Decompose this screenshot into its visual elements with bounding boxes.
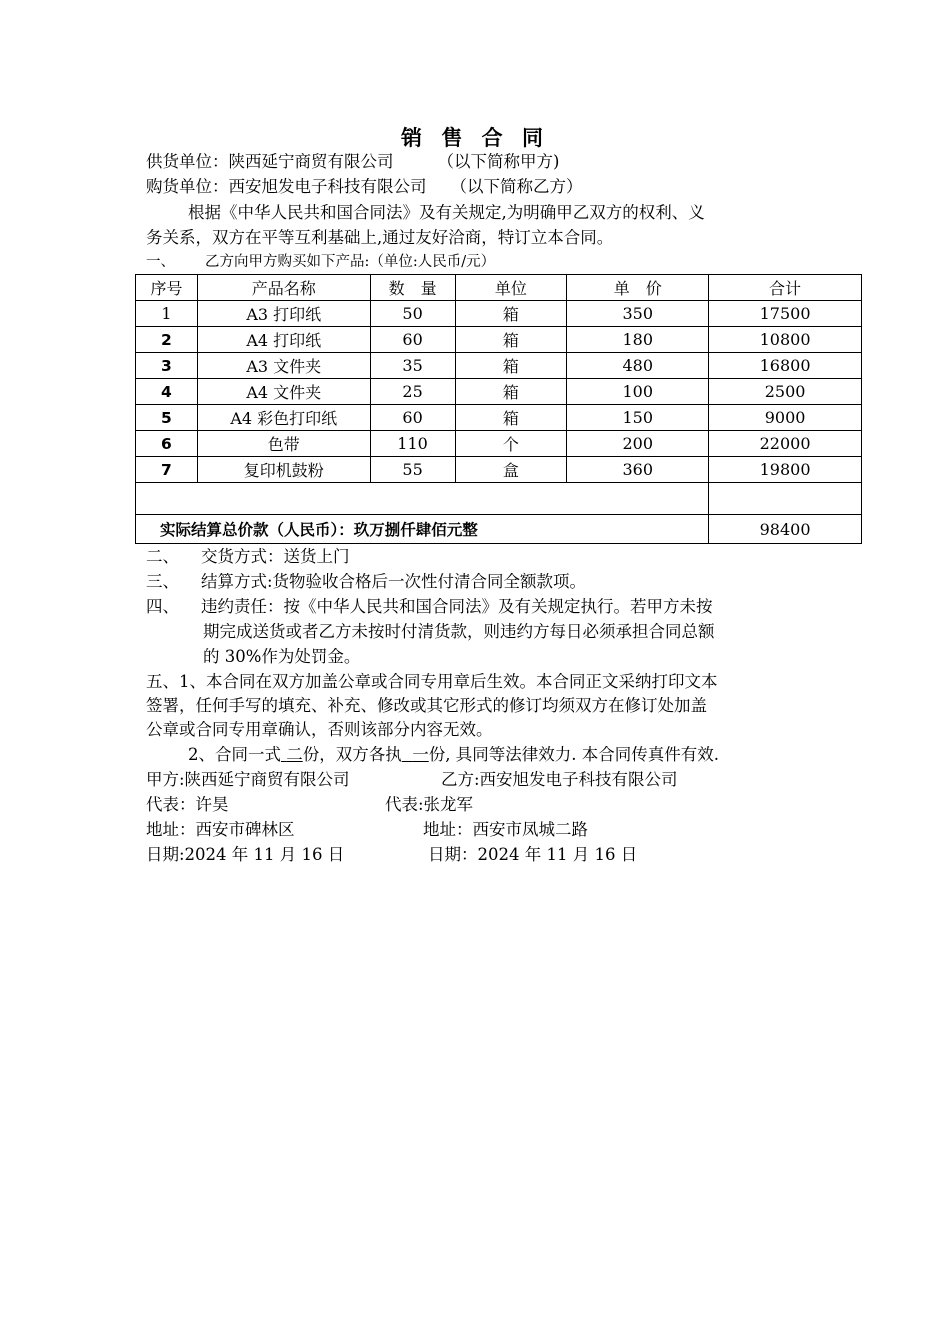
line-total: 10800 <box>709 327 862 353</box>
section-4 <box>146 595 713 619</box>
section-1-text: 乙方向甲方购买如下产品:（单位:人民币/元） <box>205 254 496 270</box>
header-cell: 合计 <box>709 275 862 301</box>
quantity: 110 <box>370 431 455 457</box>
supplier-line <box>146 150 559 174</box>
header-cell: 序号 <box>136 275 198 301</box>
row-index: 4 <box>136 379 198 405</box>
unit-price: 150 <box>567 405 709 431</box>
table-row <box>136 379 862 405</box>
section-5-line-3: 公章或合同专用章确认，否则该部分内容无效。 <box>146 720 493 739</box>
table-row <box>136 457 862 483</box>
table-empty-row <box>136 483 862 515</box>
product-table <box>135 274 862 544</box>
line-total: 22000 <box>709 431 862 457</box>
section-5-line-4 <box>188 743 719 767</box>
line-total: 2500 <box>709 379 862 405</box>
quantity: 35 <box>370 353 455 379</box>
product-name: A4 文件夹 <box>197 379 370 405</box>
header-cell: 单位 <box>455 275 567 301</box>
row-index: 7 <box>136 457 198 483</box>
document-title: 销 售 合 同 <box>401 126 549 150</box>
line-total: 19800 <box>709 457 862 483</box>
quantity: 55 <box>370 457 455 483</box>
copies-each: 一 <box>412 745 429 764</box>
header-cell: 单 价 <box>567 275 709 301</box>
section-4-line-1: 违约责任：按《中华人民共和国合同法》及有关规定执行。若甲方未按 <box>201 597 713 616</box>
party-a-name: 甲方:陕西延宁商贸有限公司 <box>146 770 350 789</box>
product-name: 色带 <box>197 431 370 457</box>
party-b-rep: 代表:张龙军 <box>385 795 474 814</box>
copies-text-a: 2、合同一式 <box>188 745 281 764</box>
unit: 箱 <box>455 405 567 431</box>
table-row <box>136 301 862 327</box>
supplier-label: 供货单位：陕西延宁商贸有限公司 <box>146 152 394 171</box>
quantity: 60 <box>370 405 455 431</box>
party-a-address: 地址：西安市碑林区 <box>146 820 295 839</box>
unit: 箱 <box>455 379 567 405</box>
section-1 <box>146 250 495 274</box>
party-b-address: 地址：西安市凤城二路 <box>423 820 588 839</box>
table-row <box>136 327 862 353</box>
table-row <box>136 405 862 431</box>
supplier-note: （以下简称甲方) <box>437 152 560 171</box>
table-row <box>136 431 862 457</box>
unit-price: 350 <box>567 301 709 327</box>
buyer-note: （以下简称乙方） <box>450 177 583 196</box>
quantity: 50 <box>370 301 455 327</box>
product-name: A3 文件夹 <box>197 353 370 379</box>
line-total: 16800 <box>709 353 862 379</box>
unit: 盒 <box>455 457 567 483</box>
table-total-row <box>136 515 862 544</box>
product-name: A3 打印纸 <box>197 301 370 327</box>
intro-line-2: 务关系，双方在平等互利基础上,通过友好洽商，特订立本合同。 <box>146 228 614 247</box>
row-index: 5 <box>136 405 198 431</box>
party-a-rep: 代表：许昊 <box>146 795 229 814</box>
section-5-line-2: 签署，任何手写的填充、补充、修改或其它形式的修订均须双方在修订处加盖 <box>146 696 707 715</box>
section-3-num: 三、 <box>146 572 179 591</box>
section-1-num: 一、 <box>146 254 175 270</box>
total-value: 98400 <box>709 515 862 544</box>
copies-text-b: 份，双方各执 <box>302 745 402 764</box>
unit-price: 480 <box>567 353 709 379</box>
quantity: 25 <box>370 379 455 405</box>
copies-total: 二 <box>286 745 303 764</box>
section-3 <box>146 570 586 594</box>
unit: 箱 <box>455 353 567 379</box>
section-4-line-3: 的 30%作为处罚金。 <box>203 647 361 666</box>
unit-price: 360 <box>567 457 709 483</box>
section-4-line-2: 期完成送货或者乙方未按时付清货款，则违约方每日必须承担合同总额 <box>203 622 715 641</box>
product-name: 复印机鼓粉 <box>197 457 370 483</box>
section-2-num: 二、 <box>146 547 179 566</box>
section-4-num: 四、 <box>146 597 179 616</box>
unit: 箱 <box>455 301 567 327</box>
unit: 个 <box>455 431 567 457</box>
section-2 <box>146 545 350 569</box>
empty-cell <box>136 483 709 515</box>
line-total: 17500 <box>709 301 862 327</box>
table-row <box>136 353 862 379</box>
header-cell: 产品名称 <box>197 275 370 301</box>
row-index: 1 <box>136 301 198 327</box>
party-b-name: 乙方:西安旭发电子科技有限公司 <box>441 770 678 789</box>
buyer-label: 购货单位：西安旭发电子科技有限公司 <box>146 177 427 196</box>
empty-cell <box>709 483 862 515</box>
unit-price: 100 <box>567 379 709 405</box>
product-name: A4 打印纸 <box>197 327 370 353</box>
buyer-line <box>146 175 583 199</box>
party-a-date: 日期:2024 年 11 月 16 日 <box>146 845 345 864</box>
row-index: 3 <box>136 353 198 379</box>
section-3-text: 结算方式:货物验收合格后一次性付清合同全额款项。 <box>201 572 587 591</box>
unit-price: 200 <box>567 431 709 457</box>
table-header-row <box>136 275 862 301</box>
party-b-date: 日期：2024 年 11 月 16 日 <box>428 845 638 864</box>
product-name: A4 彩色打印纸 <box>197 405 370 431</box>
section-5-line-1: 五、1、本合同在双方加盖公章或合同专用章后生效。本合同正文采纳打印文本 <box>146 672 718 691</box>
header-cell: 数 量 <box>370 275 455 301</box>
unit: 箱 <box>455 327 567 353</box>
section-2-text: 交货方式：送货上门 <box>201 547 350 566</box>
total-label: 实际结算总价款（人民币）：玖万捌仟肆佰元整 <box>136 515 709 544</box>
row-index: 2 <box>136 327 198 353</box>
line-total: 9000 <box>709 405 862 431</box>
unit-price: 180 <box>567 327 709 353</box>
copies-text-c: 份, 具同等法律效力. 本合同传真件有效. <box>428 745 719 764</box>
quantity: 60 <box>370 327 455 353</box>
row-index: 6 <box>136 431 198 457</box>
intro-line-1: 根据《中华人民共和国合同法》及有关规定,为明确甲乙双方的权利、义 <box>188 203 705 222</box>
